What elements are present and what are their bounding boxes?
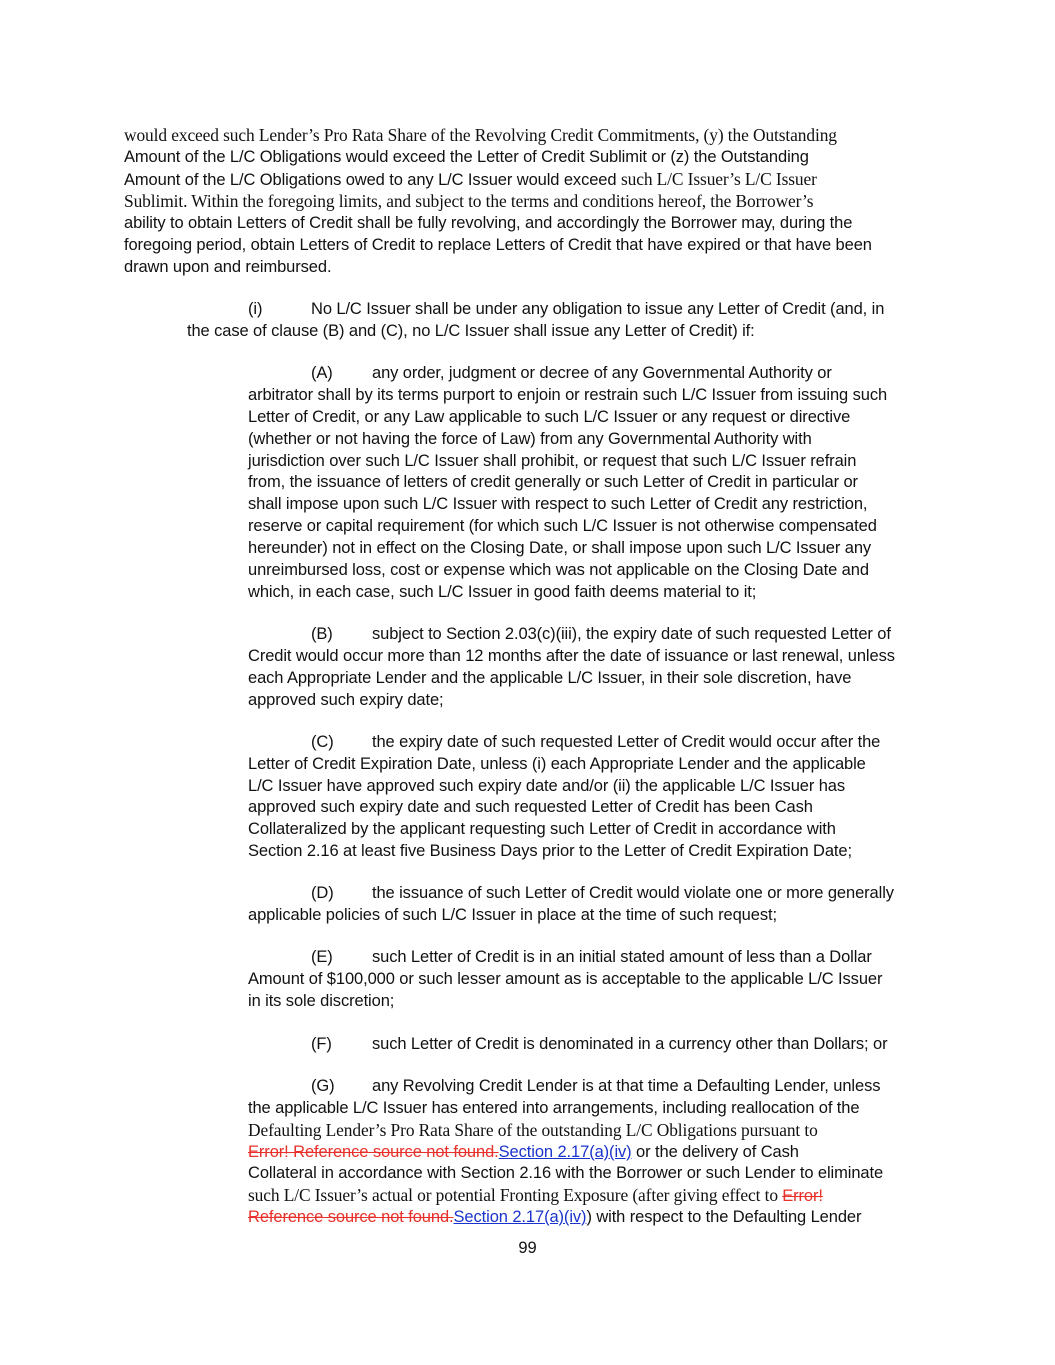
- clause-c-line-1: the expiry date of such requested Letter of Credit would occur after the: [372, 733, 881, 751]
- deleted-cross-reference: Error!: [782, 1187, 823, 1205]
- clause-d-label: (D): [311, 884, 334, 902]
- clause-a-line-10: unreimbursed loss, cost or expense which was not applicable on the Closing Date and: [248, 561, 869, 579]
- clause-g-line-7: [248, 1207, 861, 1229]
- clause-a-line-6: from, the issuance of letters of credit generally or such Letter of Credit in particular or: [248, 473, 858, 491]
- clause-a-line-4: (whether or not having the force of Law) from any Governmental Authority with: [248, 430, 812, 448]
- clause-e-line-2: Amount of $100,000 or such lesser amount as is acceptable to the applicable L/C Issuer: [248, 970, 883, 988]
- intro-line-2: Amount of the L/C Obligations would exceed the Letter of Credit Sublimit or (z) the Outstanding: [124, 148, 809, 166]
- intro-line-3: [124, 169, 817, 192]
- clause-g-label: (G): [311, 1077, 335, 1095]
- clause-b-line-4: approved such expiry date;: [248, 691, 444, 709]
- clause-a-line-11: which, in each case, such L/C Issuer in good faith deems material to it;: [248, 583, 757, 601]
- clause-f-line-1: such Letter of Credit is denominated in a currency other than Dollars; or: [372, 1035, 888, 1053]
- clause-c-line-2: Letter of Credit Expiration Date, unless (i) each Appropriate Lender and the applicable: [248, 755, 866, 773]
- clause-e-line-3: in its sole discretion;: [248, 992, 395, 1010]
- clause-c-line-5: Collateralized by the applicant requesting such Letter of Credit in accordance with: [248, 820, 836, 838]
- clause-d-line-2: applicable policies of such L/C Issuer in place at the time of such request;: [248, 906, 777, 924]
- clause-a-line-8: reserve or capital requirement (for which such L/C Issuer is not otherwise compensated: [248, 517, 877, 535]
- section-2-17-link[interactable]: Section 2.17(a)(iv): [453, 1208, 587, 1226]
- clause-g-line-2: the applicable L/C Issuer has entered into arrangements, including reallocation of the: [248, 1099, 860, 1117]
- intro-line-3a: Amount of the L/C Obligations owed to any L/C Issuer would exceed: [124, 171, 621, 189]
- intro-line-7: drawn upon and reimbursed.: [124, 258, 332, 276]
- intro-line-1: would exceed such Lender’s Pro Rata Share of the Revolving Credit Commitments, (y) the Outstanding: [124, 125, 837, 145]
- clause-g-line-7-rest: ) with respect to the Defaulting Lender: [586, 1208, 862, 1226]
- clause-g-line-6-text: such L/C Issuer’s actual or potential Fronting Exposure (after giving effect to: [248, 1185, 783, 1205]
- clause-i-line-2: the case of clause (B) and (C), no L/C Issuer shall issue any Letter of Credit) if:: [187, 322, 755, 340]
- section-2-17-link[interactable]: Section 2.17(a)(iv): [498, 1143, 632, 1161]
- clause-a-line-2: arbitrator shall by its terms purport to enjoin or restrain such L/C Issuer from issuing such: [248, 386, 888, 404]
- clause-i-line-1: No L/C Issuer shall be under any obligation to issue any Letter of Credit (and, in: [311, 300, 885, 318]
- clause-e-line-1: such Letter of Credit is in an initial stated amount of less than a Dollar: [372, 948, 872, 966]
- clause-c-line-6: Section 2.16 at least five Business Days prior to the Letter of Credit Expiration Date;: [248, 842, 852, 860]
- clause-c-label: (C): [311, 733, 334, 751]
- intro-line-4: Sublimit. Within the foregoing limits, and subject to the terms and conditions hereof, the Borrower’s: [124, 191, 814, 211]
- clause-a-line-9: hereunder) not in effect on the Closing Date, or shall impose upon such L/C Issuer any: [248, 539, 872, 557]
- clause-a-line-5: jurisdiction over such L/C Issuer shall prohibit, or request that such L/C Issuer refrain: [248, 452, 857, 470]
- deleted-cross-reference: Reference source not found.: [248, 1208, 454, 1226]
- clause-b-line-2: Credit would occur more than 12 months after the date of issuance or last renewal, unless: [248, 647, 895, 665]
- clause-a-label: (A): [311, 364, 333, 382]
- clause-f-label: (F): [311, 1035, 332, 1053]
- clause-b-line-3: each Appropriate Lender and the applicable L/C Issuer, in their sole discretion, have: [248, 669, 852, 687]
- clause-c-line-4: approved such expiry date and such requested Letter of Credit has been Cash: [248, 798, 813, 816]
- clause-i-label: (i): [248, 300, 263, 318]
- clause-a-line-1: any order, judgment or decree of any Governmental Authority or: [372, 364, 832, 382]
- clause-g-line-1: any Revolving Credit Lender is at that time a Defaulting Lender, unless: [372, 1077, 881, 1095]
- intro-line-3b: such L/C Issuer’s L/C Issuer: [620, 169, 817, 189]
- clause-b-label: (B): [311, 625, 333, 643]
- clause-a-line-7: shall impose upon such L/C Issuer with respect to such Letter of Credit any restriction,: [248, 495, 868, 513]
- clause-c-line-3: L/C Issuer have approved such expiry date and/or (ii) the applicable L/C Issuer has: [248, 777, 846, 795]
- intro-line-5: ability to obtain Letters of Credit shall be fully revolving, and accordingly the Borrower may, during the: [124, 214, 853, 232]
- clause-d-line-1: the issuance of such Letter of Credit would violate one or more generally: [372, 884, 894, 902]
- clause-g-line-4: [248, 1142, 799, 1164]
- clause-e-label: (E): [311, 948, 333, 966]
- deleted-cross-reference: Error! Reference source not found.: [248, 1143, 499, 1161]
- page-number: 99: [518, 1239, 537, 1257]
- intro-line-6: foregoing period, obtain Letters of Credit to replace Letters of Credit that have expired or that have been: [124, 236, 872, 254]
- clause-g-line-3: Defaulting Lender’s Pro Rata Share of the outstanding L/C Obligations pursuant to: [248, 1120, 818, 1140]
- clause-b-line-1: subject to Section 2.03(c)(iii), the expiry date of such requested Letter of: [372, 625, 891, 643]
- clause-g-line-5: Collateral in accordance with Section 2.16 with the Borrower or such Lender to eliminate: [248, 1164, 884, 1182]
- clause-a-line-3: Letter of Credit, or any Law applicable to such L/C Issuer or any request or directive: [248, 408, 851, 426]
- clause-g-line-6: [248, 1185, 823, 1208]
- clause-g-line-4-rest: or the delivery of Cash: [631, 1143, 799, 1161]
